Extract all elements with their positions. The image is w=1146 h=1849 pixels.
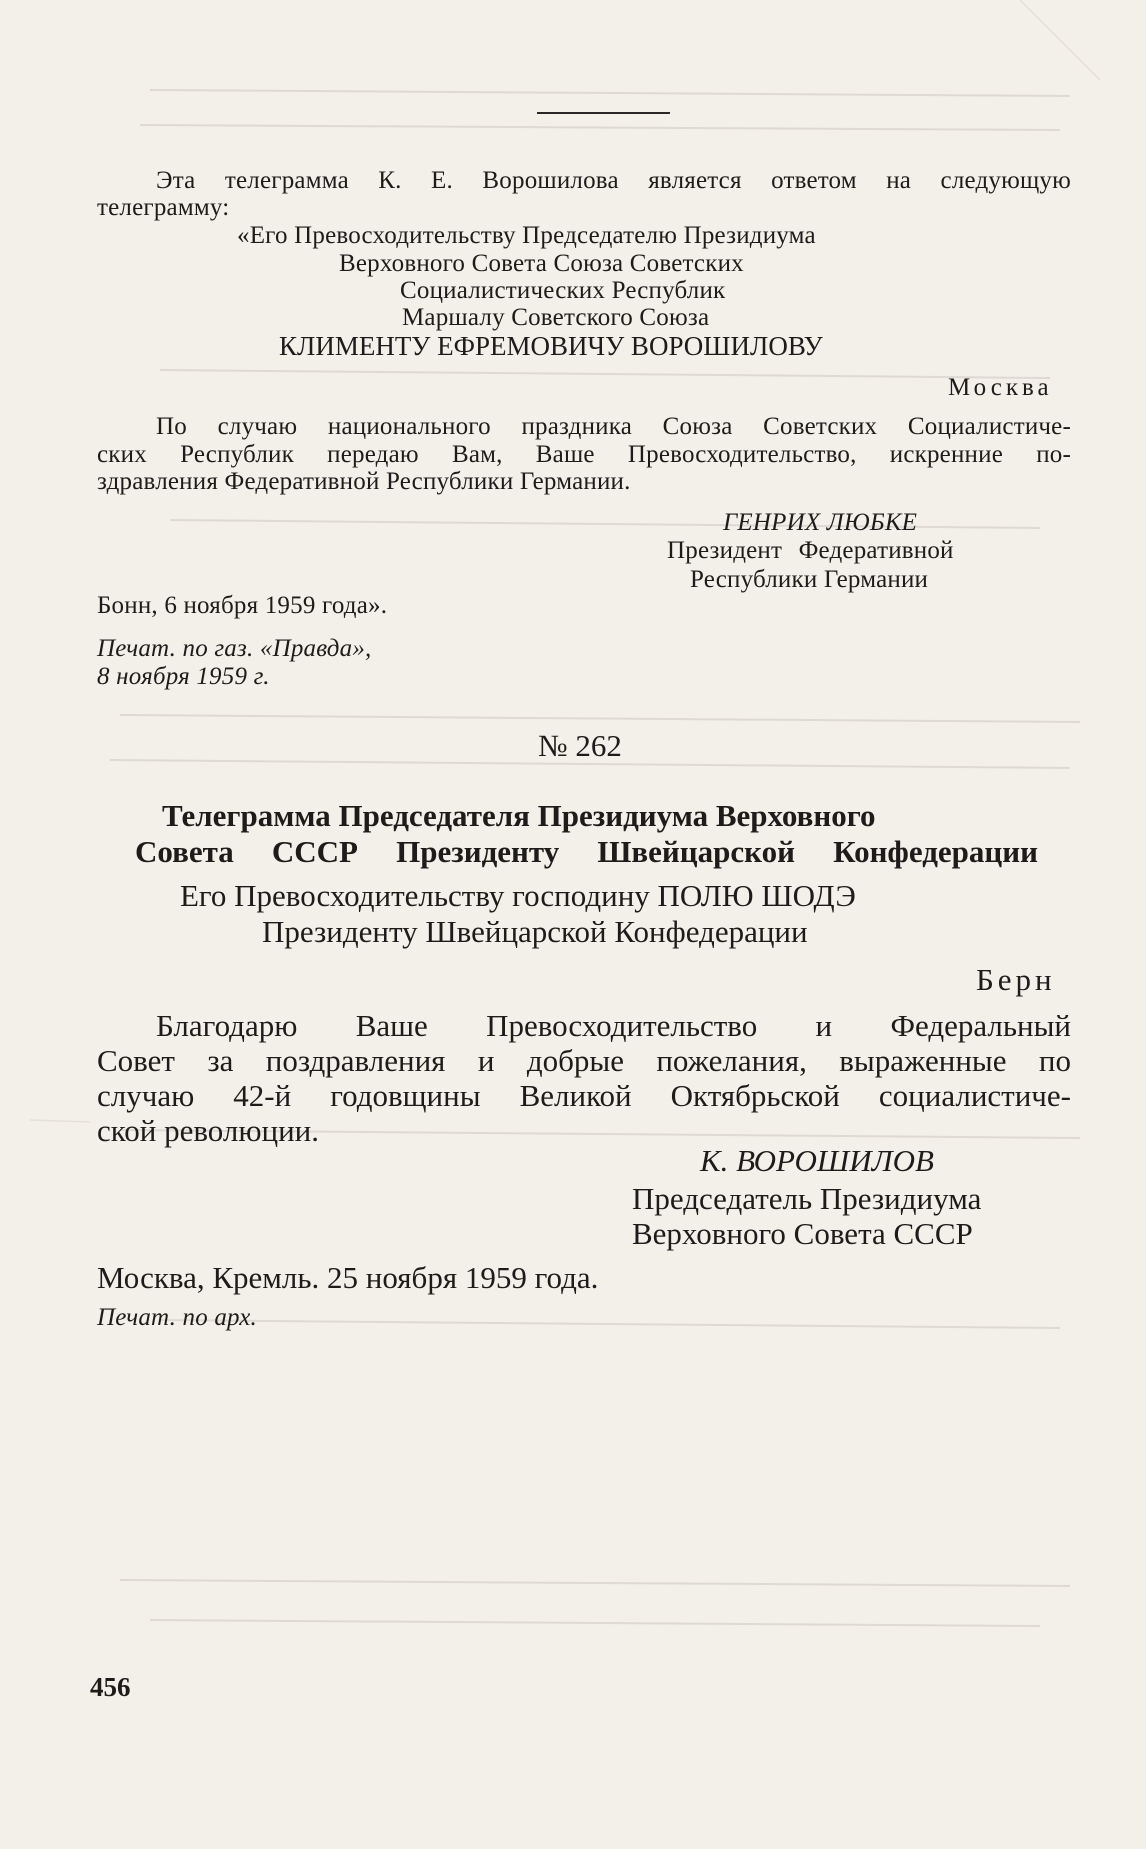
incoming-body-line-2: ских Республик передаю Вам, Ваше Превосходительство, искренние по-	[97, 441, 1071, 468]
incoming-address-line-1: «Его Превосходительству Председателю Президиума	[237, 222, 816, 249]
incoming-address-line-4: Маршалу Советского Союза	[402, 304, 710, 331]
document-city: Берн	[976, 962, 1056, 997]
page-number: 456	[90, 1672, 131, 1702]
document-heading-line-2: Совета СССР Президенту Швейцарской Конфедерации	[135, 834, 1038, 869]
document-number: № 262	[538, 728, 622, 763]
intro-line-2: телеграмму:	[97, 194, 230, 221]
document-body-line-3: случаю 42-й годовщины Великой Октябрьской социалистиче-	[97, 1078, 1071, 1113]
document-position-line-1: Председатель Президиума	[632, 1181, 982, 1216]
incoming-source-line-1: Печат. по газ. «Правда»,	[97, 635, 372, 662]
document-source: Печат. по арх.	[97, 1304, 258, 1331]
incoming-body-line-3: здравления Федеративной Республики Германии.	[97, 468, 631, 495]
document-position-line-2: Верховного Совета СССР	[632, 1216, 973, 1251]
incoming-body-line-1: По случаю национального праздника Союза Советских Социалистиче-	[156, 413, 1071, 440]
document-signature: К. ВОРОШИЛОВ	[700, 1143, 934, 1178]
incoming-city: Москва	[948, 374, 1053, 401]
incoming-address-line-2: Верховного Совета Союза Советских	[339, 250, 744, 277]
document-body-line-2: Совет за поздравления и добрые пожелания, выраженные по	[97, 1043, 1071, 1078]
incoming-position-line-1: Президент Федеративной	[667, 537, 954, 564]
incoming-position-line-2: Республики Германии	[690, 566, 929, 593]
document-dateline: Москва, Кремль. 25 ноября 1959 года.	[97, 1260, 599, 1295]
document-address-line-1: Его Превосходительству господину ПОЛЮ ШОДЭ	[180, 878, 856, 913]
top-rule	[537, 112, 670, 114]
document-body-line-1: Благодарю Ваше Превосходительство и Федеральный	[156, 1008, 1071, 1043]
document-body-line-4: ской революции.	[97, 1113, 320, 1148]
intro-line-1: Эта телеграмма К. Е. Ворошилова является ответом на следующую	[156, 167, 1071, 194]
incoming-address-line-5: КЛИМЕНТУ ЕФРЕМОВИЧУ ВОРОШИЛОВУ	[279, 331, 823, 361]
incoming-signature: ГЕНРИХ ЛЮБКЕ	[723, 509, 918, 536]
incoming-source-line-2: 8 ноября 1959 г.	[97, 663, 270, 690]
document-address-line-2: Президенту Швейцарской Конфедерации	[262, 914, 808, 949]
incoming-dateline: Бонн, 6 ноября 1959 года».	[97, 592, 388, 619]
document-heading-line-1: Телеграмма Председателя Президиума Верховного	[162, 798, 876, 833]
incoming-address-line-3: Социалистических Республик	[400, 277, 726, 304]
